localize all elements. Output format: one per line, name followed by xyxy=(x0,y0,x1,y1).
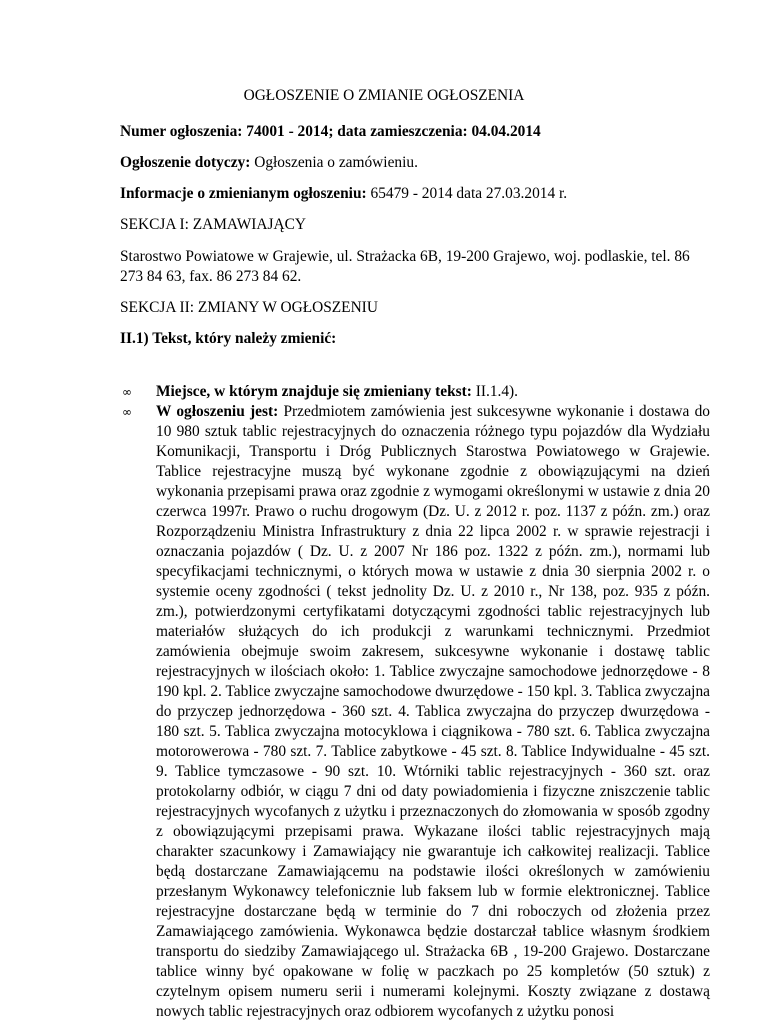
bullet-icon: ∞ xyxy=(122,385,132,399)
notice-concerns xyxy=(120,153,680,173)
changes-list xyxy=(120,382,710,1022)
changed-notice-info xyxy=(120,184,680,204)
notice-number xyxy=(120,122,680,142)
section-2-subheading-text: II.1) Tekst, który należy zmienić: xyxy=(120,330,337,347)
notice-number-text: Numer ogłoszenia: 74001 - 2014; data zamieszczenia: 04.04.2014 xyxy=(120,123,541,140)
bullet-label: Miejsce, w którym znajduje się zmieniany tekst: xyxy=(156,383,472,400)
changed-notice-value: 65479 - 2014 data 27.03.2014 r. xyxy=(366,185,568,202)
list-item xyxy=(120,402,710,1022)
changed-notice-label: Informacje o zmienianym ogłoszeniu: xyxy=(120,185,367,202)
bullet-value: II.1.4). xyxy=(471,383,519,400)
notice-concerns-value: Ogłoszenia o zamówieniu. xyxy=(250,154,418,171)
section-1-body: Starostwo Powiatowe w Grajewie, ul. Strażacka 6B, 19-200 Grajewo, woj. podlaskie, tel. 86 273 84 63, fax. 86 273 84 62. xyxy=(120,248,690,285)
section-1-heading: SEKCJA I: ZAMAWIAJĄCY xyxy=(120,216,307,233)
list-item xyxy=(120,382,710,402)
notice-concerns-label: Ogłoszenie dotyczy: xyxy=(120,154,251,171)
section-2-subheading xyxy=(120,329,680,349)
bullet-icon: ∞ xyxy=(122,405,132,419)
bullet-label: W ogłoszeniu jest: xyxy=(156,403,279,420)
section-2-heading: SEKCJA II: ZMIANY W OGŁOSZENIU xyxy=(120,299,378,316)
page-title: OGŁOSZENIE O ZMIANIE OGŁOSZENIA xyxy=(243,87,525,104)
bullet-value: Przedmiotem zamówienia jest sukcesywne wykonanie i dostawa do 10 980 sztuk tablic rejestracyjnych do oznaczenia różnego typu pojazdów dla Wydziału Komunikacji, Transportu i Dróg Publicznych Starostwa Powiatowego w Grajewie. Tablice rejestracyjne muszą być wykonane zgodnie z obowiązującymi na dzień wykonania przepisami prawa oraz zgodnie z wymogami określonymi w ustawie z dnia 20 czerwca 1997r. Prawo o ruchu drogowym (Dz. U. z 2012 r. poz. 1137 z późn. zm.) oraz Rozporządzeniu Ministra Infrastruktury z dnia 22 lipca 2002 r. w sprawie rejestracji i oznaczania pojazdów ( Dz. U. z 2007 Nr 186 poz. 1322 z późn. zm.), normami lub specyfikacjami technicznymi, o których mowa w ustawie z dnia 30 sierpnia 2002 r. o systemie oceny zgodności ( tekst jednolity Dz. U. z 2010 r., Nr 138, poz. 935 z późn. zm.), potwierdzonymi certyfikatami dotyczącymi zgodności tablic rejestracyjnych lub materiałów służących do ich produkcji z warunkami technicznymi. Przedmiot zamówienia obejmuje swoim zakresem, sukcesywne wykonanie i dostawę tablic rejestracyjnych w ilościach około: 1. Tablice zwyczajne samochodowe jednorzędowe - 8 190 kpl. 2. Tablice zwyczajne samochodowe dwurzędowe - 150 kpl. 3. Tablica zwyczajna do przyczep jednorzędowa - 360 szt. 4. Tablica zwyczajna do przyczep dwurzędowa - 180 szt. 5. Tablica zwyczajna motocyklowa i ciągnikowa - 780 szt. 6. Tablica zwyczajna motorowerowa - 780 szt. 7. Tablice zabytkowe - 45 szt. 8. Tablice Indywidualne - 45 szt. 9. Tablice tymczasowe - 90 szt. 10. Wtórniki tablic rejestracyjnych - 360 szt. oraz protokolarny odbiór, w ciągu 7 dni od daty powiadomienia i fizyczne zniszczenie tablic rejestracyjnych wycofanych z użytku i przeznaczonych do złomowania w sposób zgodny z obowiązującymi przepisami prawa. Wykazane ilości tablic rejestracyjnych mają charakter szacunkowy i Zamawiający nie gwarantuje ich całkowitej realizacji. Tablice będą dostarczane Zamawiającemu na podstawie ilości określonych w zamówieniu przesłanym Wykonawcy telefonicznie lub faksem lub w formie elektronicznej. Tablice rejestracyjne dostarczane będą w terminie do 7 dni roboczych od złożenia przez Zamawiającego zamówienia. Wykonawca będzie dostarczał tablice własnym środkiem transportu do siedziby Zamawiającego ul. Strażacka 6B , 19-200 Grajewo. Dostarczane tablice winny być opakowane w folię w paczkach po 25 kompletów (50 sztuk) z czytelnym opisem numeru serii i numerami kolejnymi. Koszty związane z dostawą nowych tablic rejestracyjnych oraz odbiorem wycofanych z użytku ponosi xyxy=(156,403,710,1020)
